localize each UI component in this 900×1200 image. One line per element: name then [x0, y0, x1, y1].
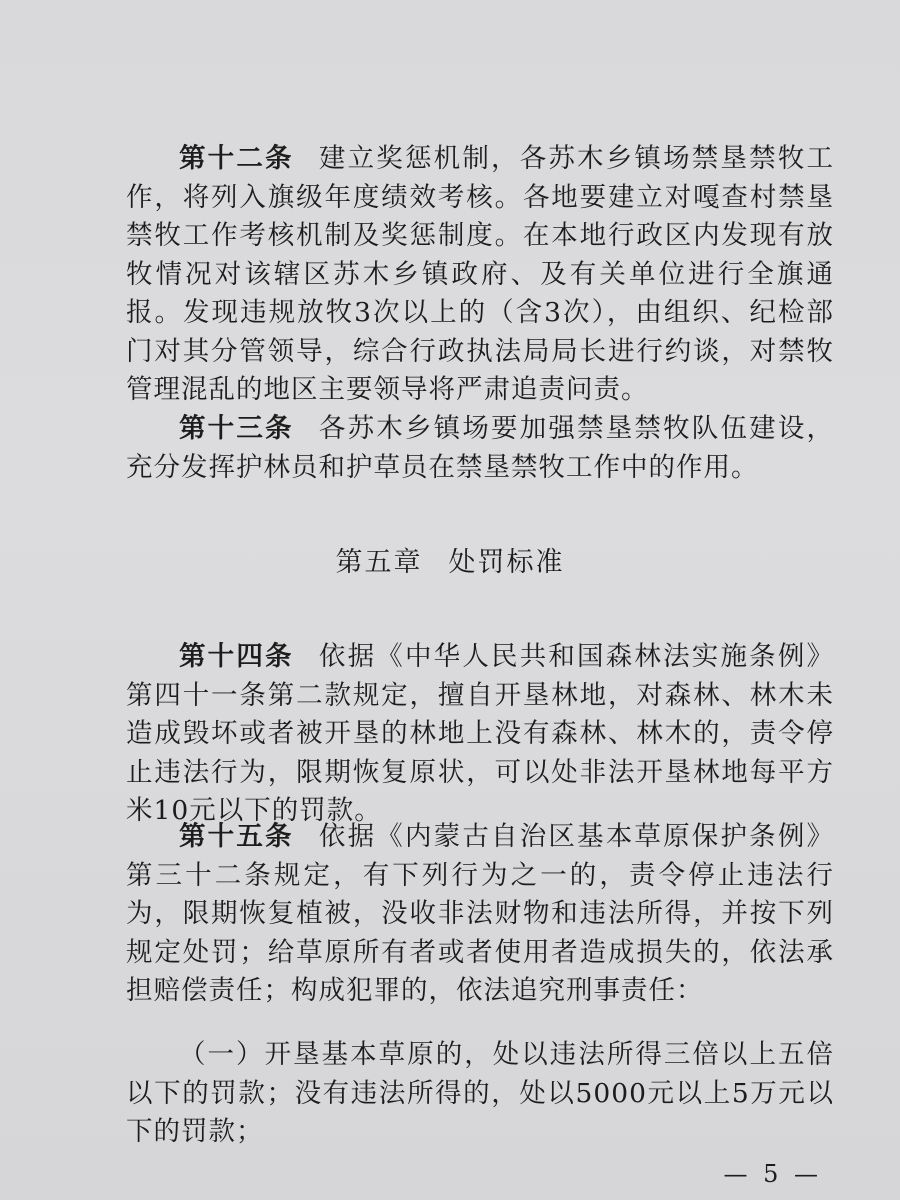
chapter-title: 处罚标准 [448, 547, 565, 578]
article-15-label: 第十五条 [179, 821, 294, 852]
item-1-text: （一）开垦基本草原的，处以违法所得三倍以上五倍以下的罚款；没有违法所得的，处以5000元以上5万元以下的罚款； [126, 1039, 834, 1147]
chapter-number: 第五章 [335, 547, 423, 578]
article-14 [126, 638, 834, 831]
article-15-item-1 [126, 1036, 834, 1152]
article-14-text: 依据《中华人民共和国森林法实施条例》第四十一条第二款规定，擅自开垦林地，对森林、林木未造成毁坏或者被开垦的林地上没有森林、林木的，责令停止违法行为，限期恢复原状，可以处非法开垦林地每平方米10元以下的罚款。 [126, 641, 835, 826]
article-12-label: 第十二条 [179, 143, 294, 174]
chapter-heading [0, 540, 900, 579]
article-13-label: 第十三条 [179, 413, 294, 444]
page-number: — 5 — [723, 1160, 822, 1188]
article-14-label: 第十四条 [179, 641, 294, 672]
article-15 [126, 818, 834, 1011]
article-12-text: 建立奖惩机制，各苏木乡镇场禁垦禁牧工作，将列入旗级年度绩效考核。各地要建立对嘎查村禁垦禁牧工作考核机制及奖惩制度。在本地行政区内发现有放牧情况对该辖区苏木乡镇政府、及有关单位进行全旗通报。发现违规放牧3次以上的（含3次），由组织、纪检部门对其分管领导，综合行政执法局局长进行约谈，对禁牧管理混乱的地区主要领导将严肃追责问责。 [126, 143, 835, 405]
article-15-text: 依据《内蒙古自治区基本草原保护条例》第三十二条规定，有下列行为之一的，责令停止违法行为，限期恢复植被，没收非法财物和违法所得，并按下列规定处罚；给草原所有者或者使用者造成损失的，依法承担赔偿责任；构成犯罪的，依法追究刑事责任： [126, 821, 835, 1006]
article-13 [126, 410, 834, 487]
article-13-text: 各苏木乡镇场要加强禁垦禁牧队伍建设，充分发挥护林员和护草员在禁垦禁牧工作中的作用。 [126, 413, 835, 483]
article-12 [126, 140, 834, 410]
